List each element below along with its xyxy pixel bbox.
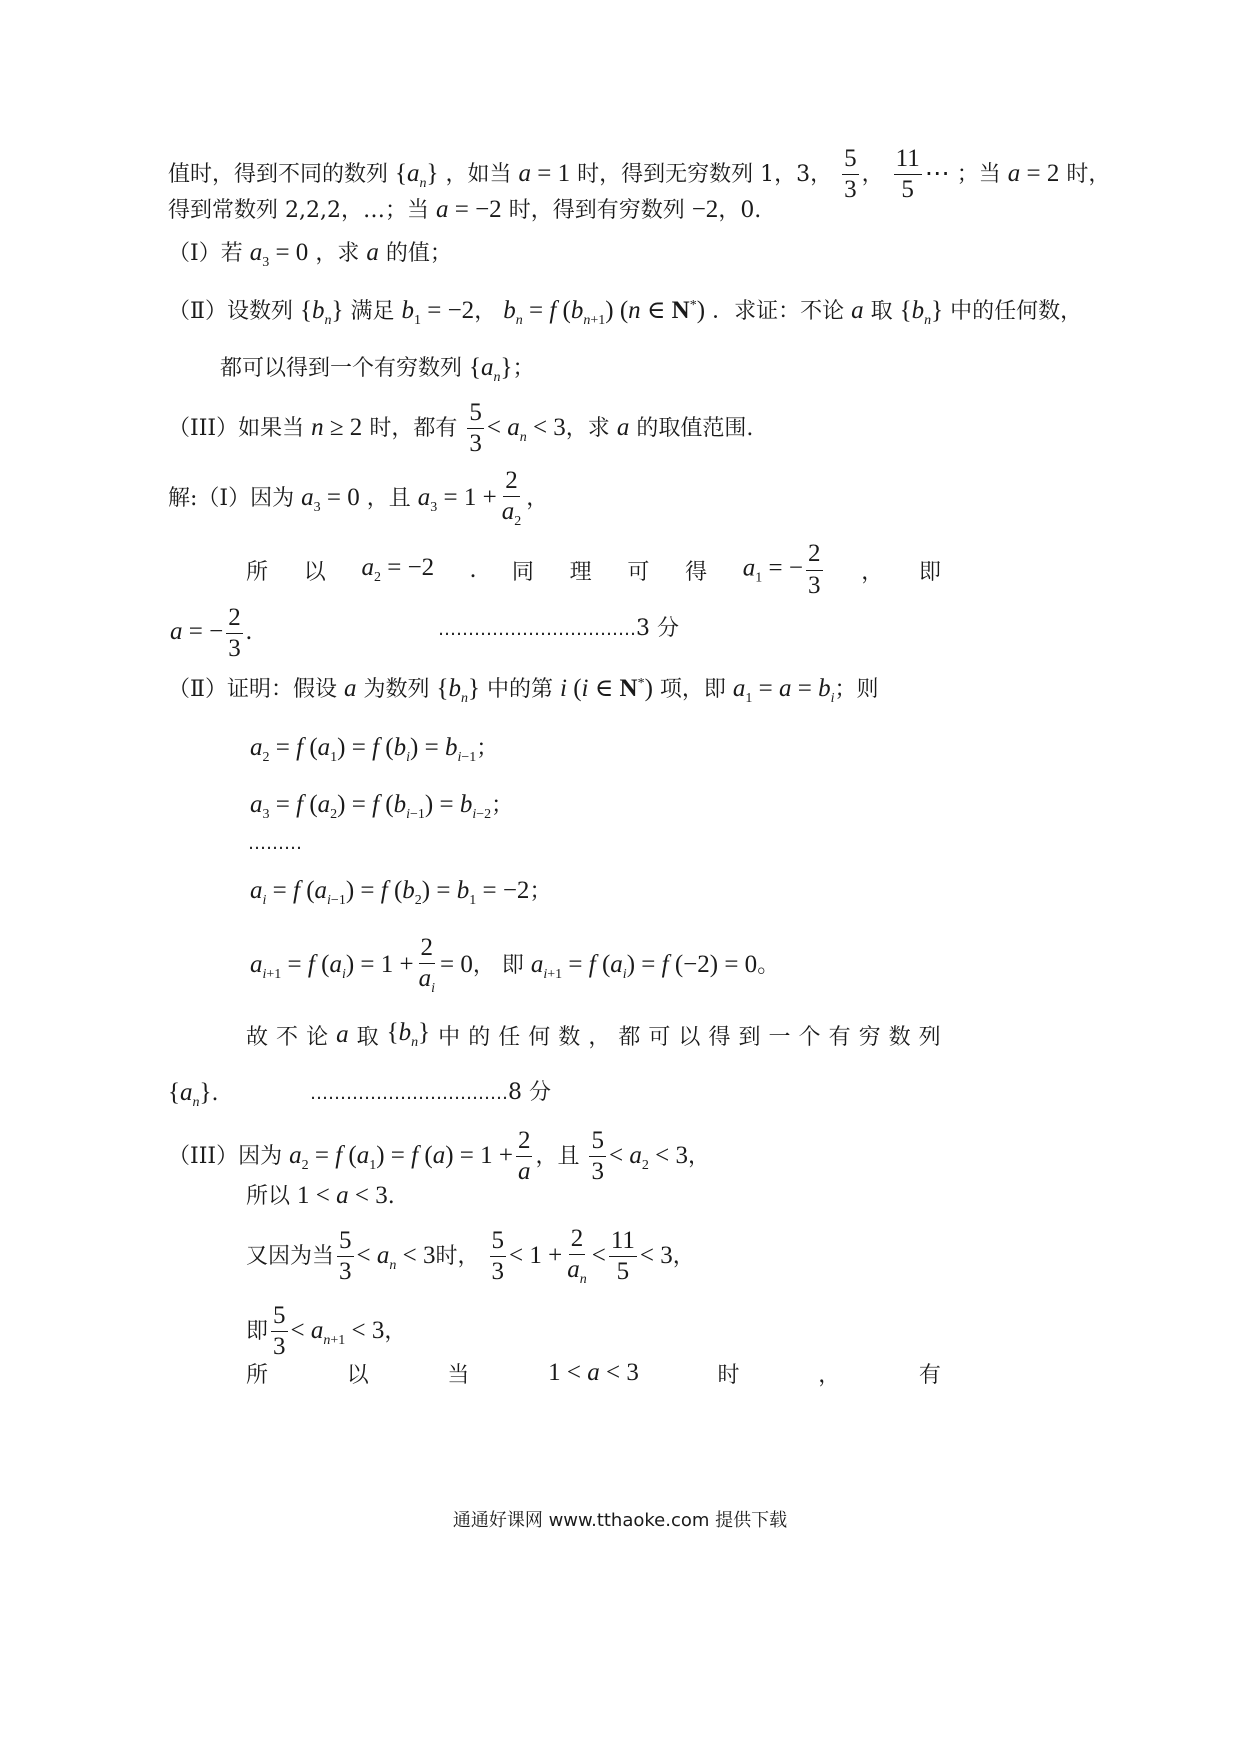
solution-3-line-3: 又因为当 $\frac{5}{3}$ < $a_n < 3$时， $\frac{5}{3}$ < 1 + $\frac{2}{a_n}$ < $\frac{11}{5}$ < 3， <box>246 1225 695 1288</box>
page-footer: 通通好课网 www.tthaoke.com 提供下载 <box>452 1510 788 1531</box>
math-a3-eq-0: $a_3 = 0$ <box>249 239 309 270</box>
math-bn-def: $b_n = f$ $(b_{n+1})$ (n ∈ N*) <box>503 297 706 328</box>
math-a-eq-1: a = 1 <box>518 159 571 187</box>
fraction-11-5: $\frac{11}{5}$ <box>895 145 920 204</box>
question-2: （Ⅱ）设数列 $\{b_n\}$ 满足 $b_1 = -2$， $b_n = f$ $(b_{n+1})$ (n ∈ N*) ．求证：不论 a 取 $\{b_n\}$ 中的任何数， <box>168 297 1083 328</box>
score-3: ……………………………3 分 <box>438 616 679 641</box>
fraction-5-3: $\frac{5}{3}$ <box>844 145 857 204</box>
solution-3: （III）因为 $a_2 = f$ $(a_1) = f$ (a) = 1 + $\frac{2}{a}$ ，且 $\frac{5}{3}$ < $a_2 < 3$， <box>168 1127 710 1186</box>
score-8: ……………………………8 分 <box>310 1080 551 1105</box>
intro-line-1: 值时，得到不同的数列 $\{a_n\}$ ，如当 a = 1 时，得到无穷数列 1，3， $\frac{5}{3}$ ， $\frac{11}{5}$ ⋯ ；当 a = 2 时， <box>168 145 1111 204</box>
intro-line-2: 得到常数列 2,2,2，…；当 a = −2 时，得到有穷数列 −2，0. <box>168 196 762 223</box>
proof-conclusion-cont: $\{a_n\}$. <box>168 1079 219 1110</box>
proof-step-1: $a_2 = f$ $(a_1) = f$ $(b_i) = b_{i-1}$； <box>250 734 499 765</box>
solution-1: 解:（Ⅰ）因为 $a_3 = 0$ ，且 $a_3 = 1$ + $\frac{2}{a_2}$ ， <box>168 467 549 530</box>
proof-conclusion: 故 不 论 a 取 $\{b_n\}$ 中 的 任 何 数 ， 都 可 以 得 到 一 个 有 穷 数 列 <box>246 1019 941 1050</box>
solution-3-line-4: 即 $\frac{5}{3}$ < $a_{n+1} < 3$， <box>246 1302 407 1361</box>
solution-2: （Ⅱ）证明：假设 a 为数列 $\{b_n\}$ 中的第 i (i ∈ N*) 项，即 $a_1 = a = b_i$；则 <box>168 675 879 706</box>
math-a3-formula: $a_3 = 1$ + <box>417 483 497 515</box>
proof-step-i-plus-1: $a_{i+1} = f$ $(a_i) = 1$ + $\frac{2}{a_i}$ = 0， 即 $a_{i+1} = f$ $(a_i) = f$ (−2) = 0。 <box>250 934 780 997</box>
question-1: （Ⅰ）若 $a_3 = 0$ ，求 a 的值； <box>168 239 452 270</box>
math-n-ge-2: n ≥ 2 <box>311 413 363 441</box>
proof-step-i: $a_i = f$ $(a_{i-1}) = f$ $(b_2) = b_1 = -2$； <box>250 877 552 908</box>
solution-1-line-3: a = − $\frac{2}{3}$ . <box>170 604 252 663</box>
solution-3-line-5: 所 以 当 1 < a < 3 时 ， 有 <box>246 1359 941 1388</box>
math-seq-bn: $\{b_n\}$ <box>299 297 344 328</box>
math-a-eq-neg2: a = −2 <box>435 196 502 223</box>
math-a: a <box>366 239 379 266</box>
math-seq-an: $\{a_n\}$ <box>395 159 439 191</box>
solution-1-line-2: 所 以 $a_2 = -2$ . 同 理 可 得 $a_1$ = − $\frac{2}{3}$ ， 即 <box>246 540 941 599</box>
question-3: （III）如果当 n ≥ 2 时，都有 $\frac{5}{3}$ < $a_n < 3$，求 a 的取值范围. <box>168 399 754 458</box>
math-an-range: < $a_n < 3$ <box>486 413 566 445</box>
question-2-cont: 都可以得到一个有穷数列 $\{a_n\}$； <box>220 354 535 385</box>
math-a-eq-2: a = 2 <box>1007 159 1060 187</box>
proof-ellipsis: ……… <box>248 833 302 854</box>
math-neg2: −2 <box>691 196 719 223</box>
math-b1-eq-neg2: $b_1 = -2$ <box>401 297 475 328</box>
solution-3-line-2: 所以 1 < a < 3. <box>246 1182 395 1209</box>
proof-step-2: $a_3 = f$ $(a_2) = f$ $(b_{i-1}) = b_{i-2}$； <box>250 791 514 822</box>
